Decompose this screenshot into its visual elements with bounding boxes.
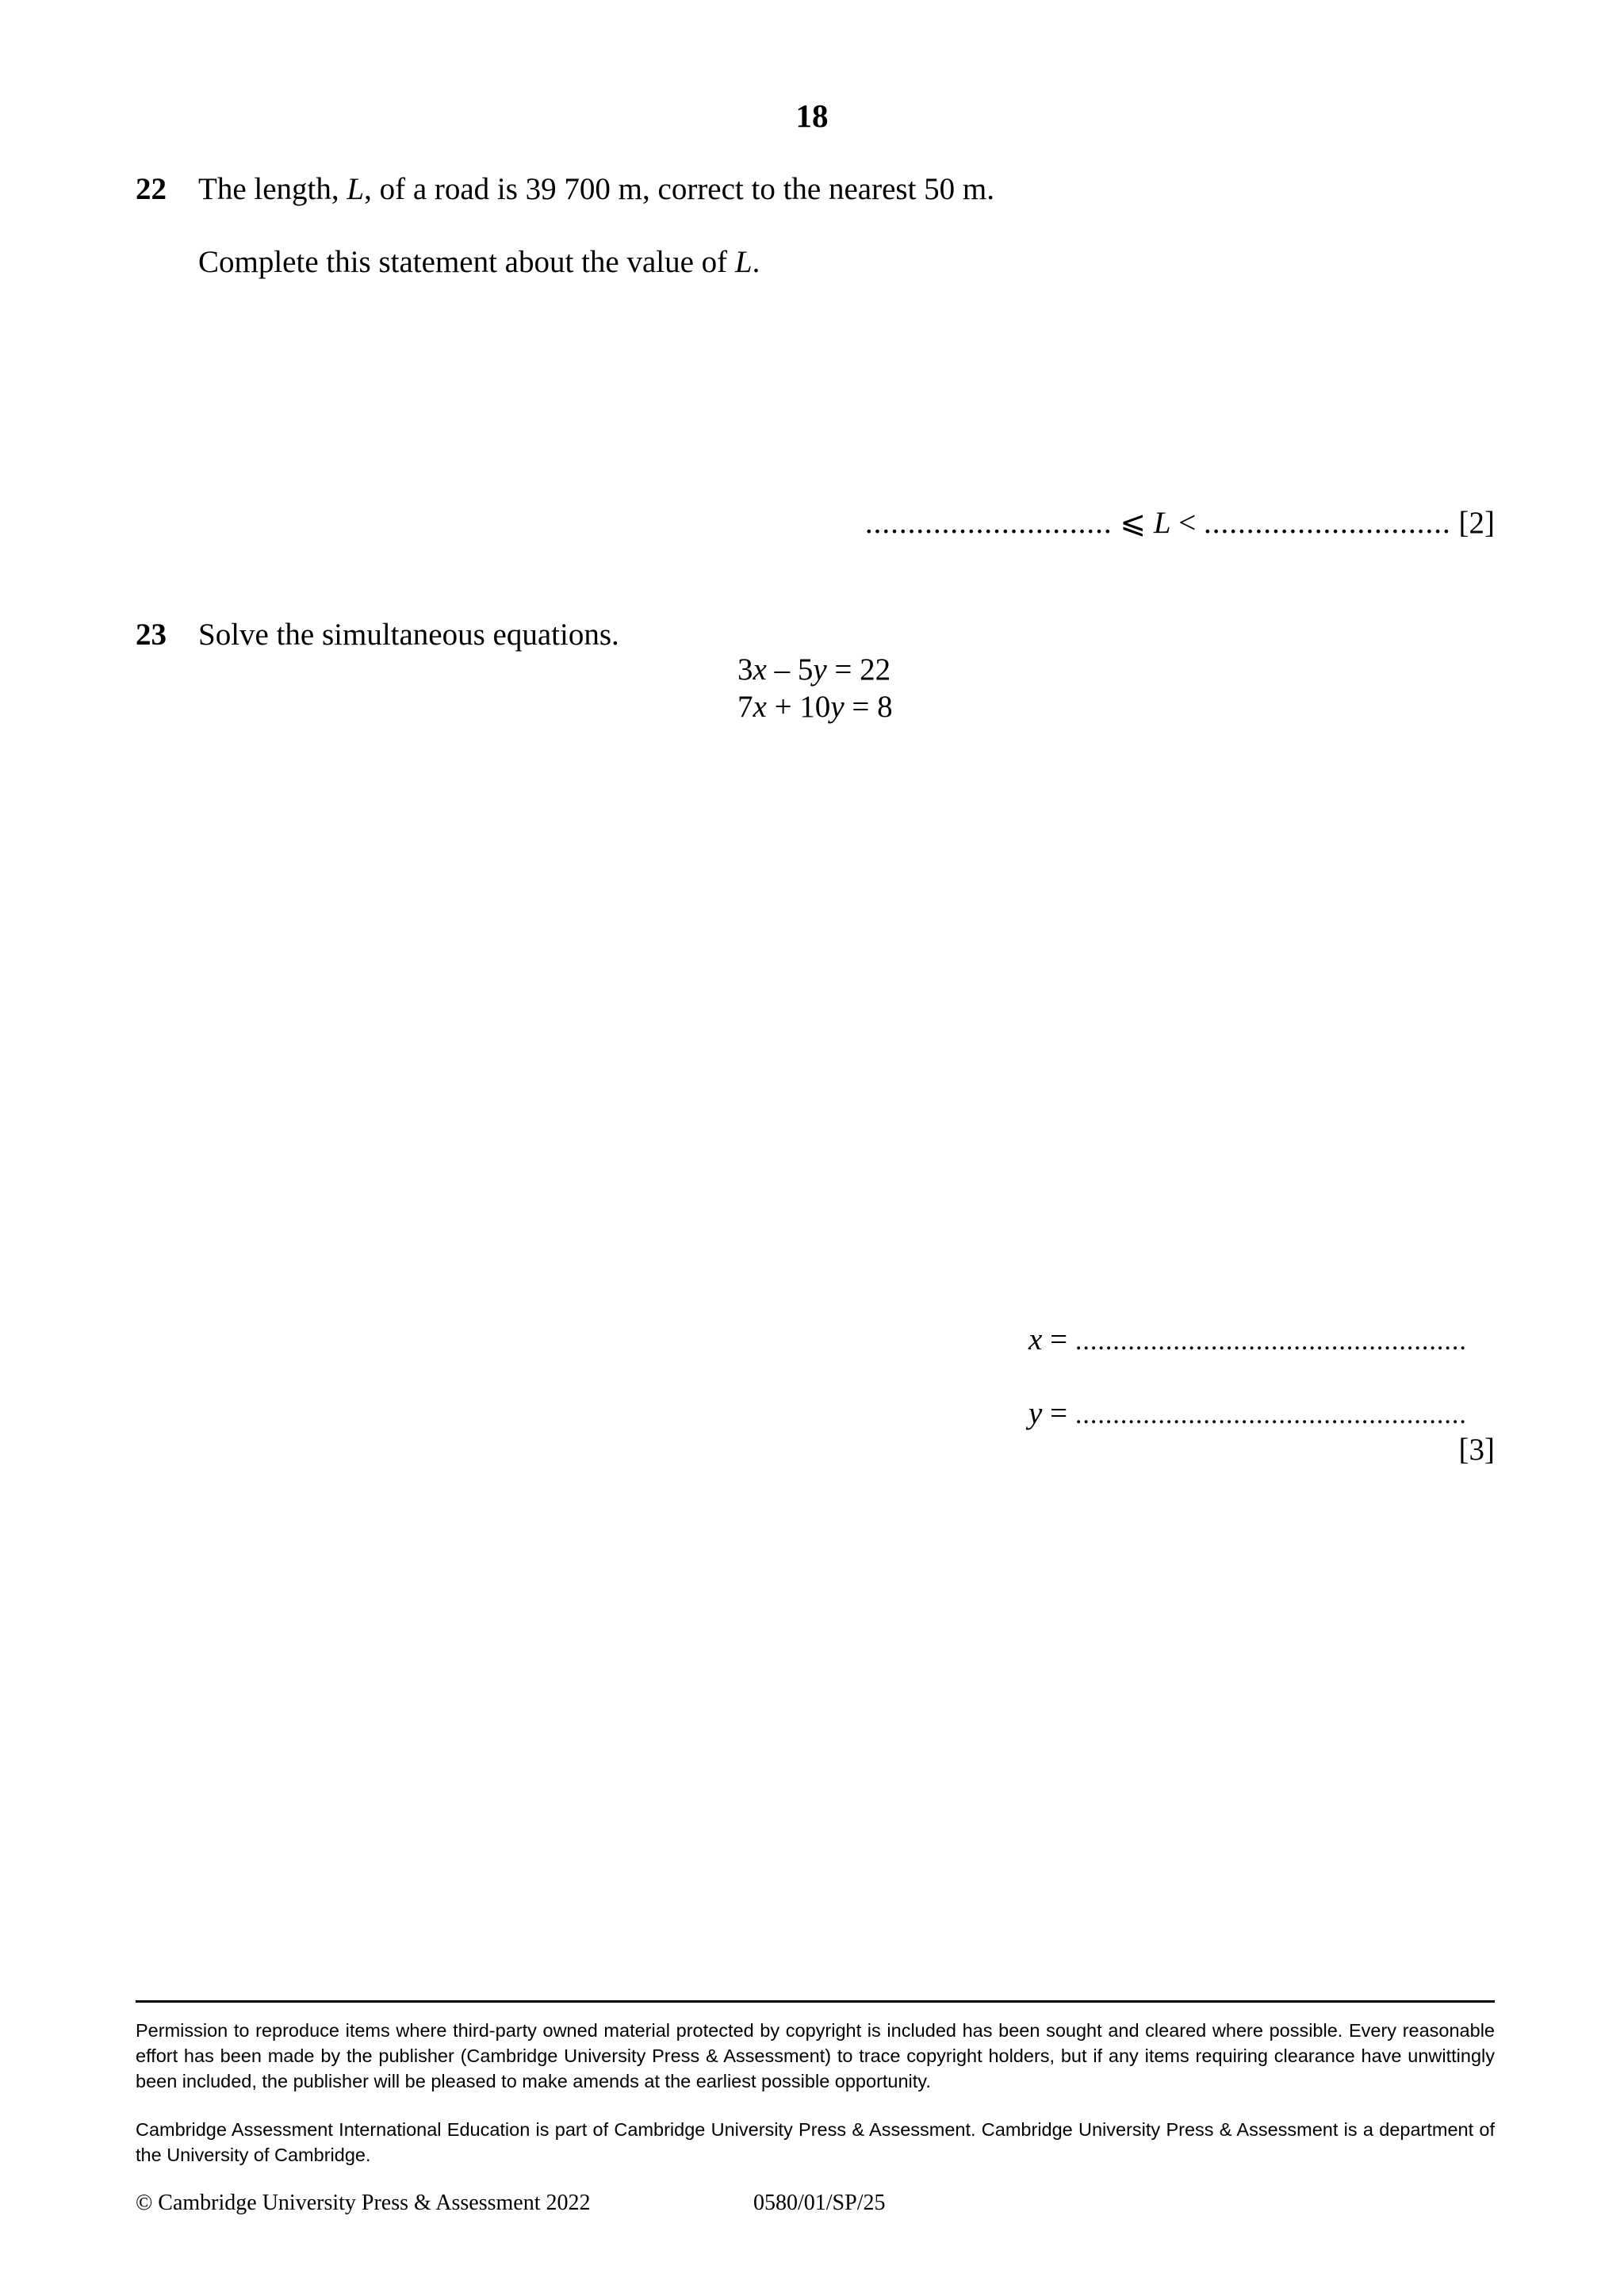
lt-symbol: < (1178, 506, 1197, 540)
answer-variable: L (1153, 506, 1171, 540)
q22-line1-b: , of a road is 39 700 m, correct to the nearest 50 m. (364, 172, 995, 206)
question-22-instruction (198, 244, 760, 280)
eq1-op: – 5 (766, 652, 814, 687)
answer-y-field[interactable]: .................................................... (1074, 1400, 1467, 1429)
answer-upper-bound-field[interactable]: ............................. (1204, 506, 1451, 540)
question-23-text: Solve the simultaneous equations. (198, 618, 619, 652)
answer-x-eq: = (1042, 1322, 1068, 1357)
q22-line2-a: Complete this statement about the value of (198, 245, 735, 279)
q22-line1-var: L (347, 172, 365, 206)
footer-cambridge: Cambridge Assessment International Education is part of Cambridge University Press & Assessment. Cambridge University Press & Assessment is a department of the University of Cambridge. (136, 2119, 1495, 2165)
question-22-text (198, 171, 994, 207)
eq1-rhs: = 22 (826, 652, 891, 687)
footer-code: 0580/01/SP/25 (753, 2191, 886, 2215)
eq2-y: y (830, 690, 845, 724)
leq-symbol: ⩽ (1120, 506, 1147, 540)
eq1-coef: 3 (737, 652, 753, 687)
answer-lower-bound-field[interactable]: ............................. (864, 506, 1113, 540)
eq1-y: y (813, 652, 827, 687)
question-23-number: 23 (136, 618, 167, 652)
answer-x-field[interactable]: .................................................... (1074, 1326, 1467, 1356)
answer-x-var: x (1028, 1322, 1043, 1357)
eq2-op: + 10 (766, 690, 831, 724)
equation-1 (737, 652, 891, 687)
question-22-number: 22 (136, 172, 167, 206)
eq2-coef: 7 (737, 690, 753, 724)
question-22-answer-line (865, 505, 1495, 541)
q22-line1-a: The length, (198, 172, 347, 206)
question-23-marks: [3] (1458, 1433, 1495, 1467)
q22-line2-b: . (752, 245, 760, 279)
footer-permission: Permission to reproduce items where third-party owned material protected by copyright is included has been sought and cleared where possible. Every reasonable effort has been made by the publisher (Cambridge University Press & Assessment) to trace copyright holders, but if any items requiring clearance have unwittingly been included, the publisher will be pleased to make amends at the earliest possible opportunity. (136, 2020, 1495, 2091)
q22-line2-var: L (734, 245, 753, 279)
marks-label: [2] (1458, 506, 1495, 540)
answer-y-row (1028, 1395, 1467, 1431)
footer-copyright: © Cambridge University Press & Assessment 2022 (136, 2191, 591, 2215)
eq2-x: x (753, 690, 767, 724)
answer-y-eq: = (1042, 1396, 1068, 1430)
equation-2 (737, 689, 893, 725)
eq2-rhs: = 8 (844, 690, 893, 724)
page-number: 18 (795, 98, 829, 134)
footer-divider (136, 2000, 1495, 2003)
answer-x-row (1028, 1322, 1467, 1357)
eq1-x: x (753, 652, 767, 687)
answer-y-var: y (1028, 1396, 1043, 1430)
